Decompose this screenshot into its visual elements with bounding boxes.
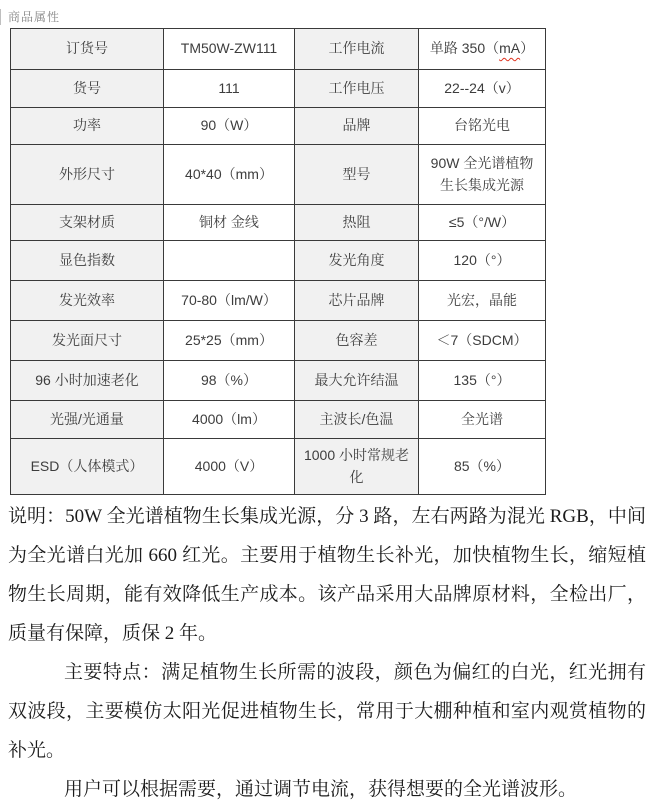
attr-label: 光强/光通量 xyxy=(11,401,164,439)
table-row xyxy=(11,205,546,241)
attr-label: 型号 xyxy=(295,145,419,205)
attr-value: 85（%） xyxy=(419,439,546,495)
attr-value: 120（°） xyxy=(419,241,546,281)
attr-value: 光宏，晶能 xyxy=(419,281,546,321)
spellcheck-marked-text: mA xyxy=(499,40,521,57)
table-row xyxy=(11,145,546,205)
attr-label: 最大允许结温 xyxy=(295,361,419,401)
table-row xyxy=(11,401,546,439)
attr-label: 品牌 xyxy=(295,108,419,145)
attr-value: 40*40（mm） xyxy=(164,145,295,205)
attr-value: 90（W） xyxy=(164,108,295,145)
description-paragraph-1: 说明：50W 全光谱植物生长集成光源，分 3 路，左右两路为混光 RGB，中间为全光谱白光加 660 红光。主要用于植物生长补光，加快植物生长，缩短植物生长周期，能有效降低生产成本。该产品采用大品牌原材料，全检出厂，质量有保障，质保 2 年。 xyxy=(8,506,646,644)
attr-value xyxy=(419,29,546,70)
attr-label: 发光面尺寸 xyxy=(11,321,164,361)
product-description xyxy=(8,497,646,809)
attr-value: ＜7（SDCM） xyxy=(419,321,546,361)
attr-label: 热阻 xyxy=(295,205,419,241)
attr-label: 工作电流 xyxy=(295,29,419,70)
table-row xyxy=(11,439,546,495)
attr-value: 铜材 金线 xyxy=(164,205,295,241)
description-paragraph-3: 用户可以根据需要，通过调节电流，获得想要的全光谱波形。 xyxy=(64,779,578,800)
attr-label: 发光效率 xyxy=(11,281,164,321)
table-row xyxy=(11,321,546,361)
table-row xyxy=(11,281,546,321)
attr-label: 发光角度 xyxy=(295,241,419,281)
attr-value xyxy=(164,241,295,281)
attr-label: ESD（人体模式） xyxy=(11,439,164,495)
table-row xyxy=(11,29,546,70)
attr-value: 135（°） xyxy=(419,361,546,401)
attr-value: 98（%） xyxy=(164,361,295,401)
attr-label: 支架材质 xyxy=(11,205,164,241)
attr-label: 订货号 xyxy=(11,29,164,70)
attr-value: 台铭光电 xyxy=(419,108,546,145)
attr-value: TM50W-ZW111 xyxy=(164,29,295,70)
section-title: 商品属性 xyxy=(8,10,61,24)
left-edge-fragment xyxy=(0,9,1,25)
value-text: 单路 350（ xyxy=(429,40,500,57)
attr-label: 96 小时加速老化 xyxy=(11,361,164,401)
table-row xyxy=(11,108,546,145)
attr-label: 显色指数 xyxy=(11,241,164,281)
table-row xyxy=(11,361,546,401)
attr-value: 25*25（mm） xyxy=(164,321,295,361)
attr-value: 70-80（lm/W） xyxy=(164,281,295,321)
product-attributes-table xyxy=(10,28,546,495)
attr-value: 90W 全光谱植物生长集成光源 xyxy=(419,145,546,205)
attr-label: 主波长/色温 xyxy=(295,401,419,439)
attr-label: 货号 xyxy=(11,70,164,108)
table-row xyxy=(11,241,546,281)
attr-label: 工作电压 xyxy=(295,70,419,108)
attr-label: 色容差 xyxy=(295,321,419,361)
attr-value: 4000（lm） xyxy=(164,401,295,439)
attr-value: 全光谱 xyxy=(419,401,546,439)
attr-label: 芯片品牌 xyxy=(295,281,419,321)
value-text: ） xyxy=(520,40,535,57)
attr-label: 1000 小时常规老化 xyxy=(295,439,419,495)
attr-value: 4000（V） xyxy=(164,439,295,495)
attr-value: 22--24（v） xyxy=(419,70,546,108)
attr-label: 功率 xyxy=(11,108,164,145)
description-paragraph-2: 主要特点：满足植物生长所需的波段，颜色为偏红的白光，红光拥有双波段，主要模仿太阳光促进植物生长，常用于大棚种植和室内观赏植物的补光。 xyxy=(8,662,646,761)
attr-value: 111 xyxy=(164,70,295,108)
table-row xyxy=(11,70,546,108)
attr-label: 外形尺寸 xyxy=(11,145,164,205)
attr-value: ≤5（°/W） xyxy=(419,205,546,241)
